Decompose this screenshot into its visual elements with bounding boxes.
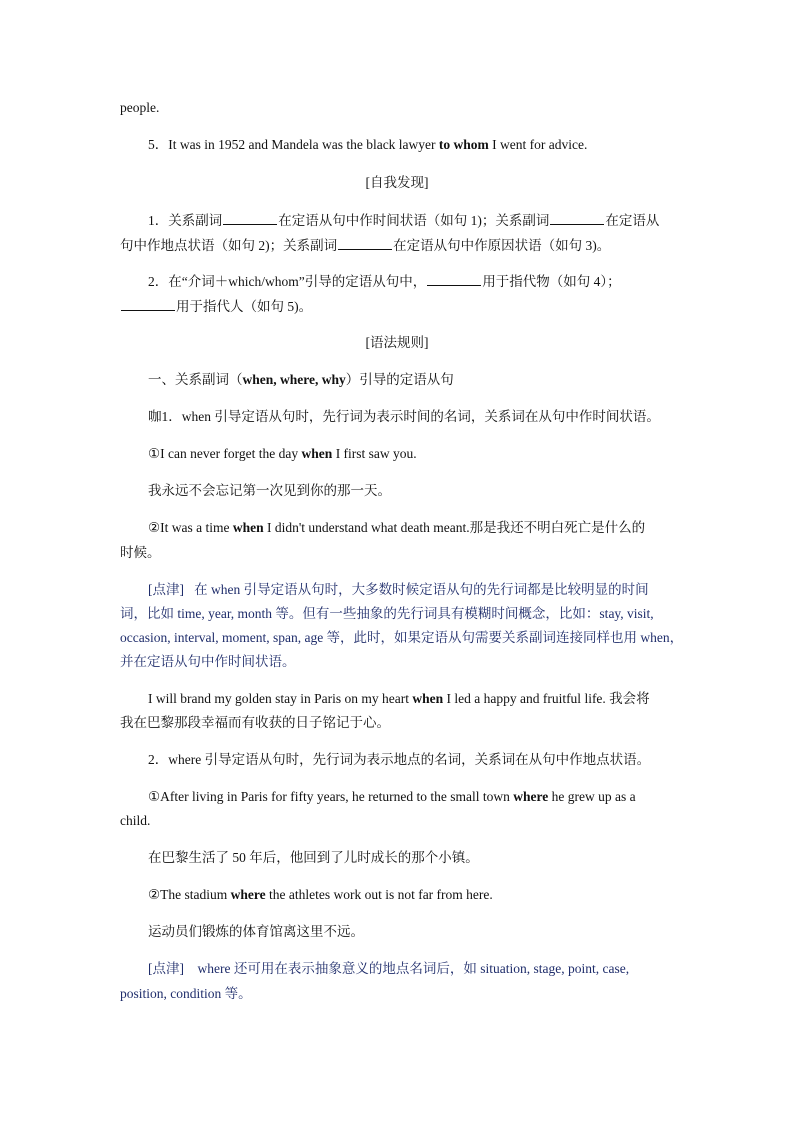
- finding-1-cont: [120, 235, 610, 256]
- text: I will brand my golden stay in Paris on my heart: [148, 691, 413, 706]
- rule-heading-1: [148, 370, 454, 390]
- text: ）引导的定语从句: [345, 372, 454, 387]
- text: 运动员们锻炼的体育馆离这里不远。: [148, 924, 364, 939]
- example-when-2: [148, 518, 645, 538]
- text: 并在定语从句中作时间状语。: [120, 654, 296, 669]
- fill-blank: [121, 296, 175, 311]
- text: 一、关系副词（: [148, 372, 243, 387]
- bold-text: when, where, why: [242, 372, 346, 387]
- text: 在定语从: [605, 213, 660, 228]
- text: he grew up as a: [548, 789, 636, 804]
- heading-text: [语法规则]: [365, 335, 429, 350]
- text: 在巴黎生活了 50 年后，他回到了儿时成长的那个小镇。: [148, 850, 479, 865]
- tip-tag: [点津]: [148, 961, 184, 976]
- tip-1-line-4: [120, 652, 296, 672]
- text: people.: [120, 100, 160, 115]
- finding-1: [148, 210, 659, 231]
- fill-blank: [223, 210, 277, 225]
- text-line: [120, 98, 159, 118]
- text: 在 when 引导定语从句时，大多数时候定语从句的先行词都是比较明显的时间: [194, 582, 649, 597]
- example-when-1: [148, 444, 417, 464]
- text: 2．where 引导定语从句时，先行词为表示地点的名词，关系词在从句中作地点状语。: [148, 752, 651, 767]
- fill-blank: [427, 271, 481, 286]
- text: I went for advice.: [488, 137, 588, 152]
- text: 2．在“介词＋which/whom”引导的定语从句中，: [148, 274, 427, 289]
- text: 用于指代物（如句 4）；: [482, 274, 621, 289]
- text: 时候。: [120, 545, 161, 560]
- text: child.: [120, 813, 151, 828]
- example-when-3-cont: [120, 713, 390, 733]
- bold-text: where: [513, 789, 549, 804]
- translation-1: [148, 481, 391, 501]
- tip-2: [148, 959, 629, 979]
- translation-where-2: [148, 922, 364, 942]
- text: I led a happy and fruitful life. 我会将: [443, 691, 650, 706]
- tip-1: [148, 580, 649, 600]
- text: 词，比如 time, year, month 等。但有一些抽象的先行词具有模糊时间概念，比如：stay, visit,: [120, 606, 654, 621]
- example-5: [148, 135, 587, 155]
- text: occasion, interval, moment, span, age 等，此时，如果定语从句需要关系副词连接同样也用 when，: [120, 630, 684, 645]
- text: ②It was a time: [148, 520, 233, 535]
- text: where 还可用在表示抽象意义的地点名词后，如 situation, stage, point, case,: [197, 961, 630, 976]
- section-heading-self-discovery: [0, 173, 794, 193]
- finding-2: [148, 271, 621, 292]
- text: 1．关系副词: [148, 213, 223, 228]
- text: ②The stadium: [148, 887, 231, 902]
- example-when-2-cont: [120, 543, 161, 563]
- text: I first saw you.: [332, 446, 417, 461]
- bold-text: where: [230, 887, 266, 902]
- bold-text: to whom: [438, 137, 489, 152]
- text: 咖1．when 引导定语从句时，先行词为表示时间的名词，关系词在从句中作时间状语。: [148, 409, 660, 424]
- text: ①I can never forget the day: [148, 446, 302, 461]
- translation-where-1: [148, 848, 479, 868]
- text: 我在巴黎那段幸福而有收获的日子铭记于心。: [120, 715, 390, 730]
- example-where-1-cont: [120, 811, 150, 831]
- text: position, condition 等。: [120, 986, 252, 1001]
- fill-blank: [338, 235, 392, 250]
- text: 5．It was in 1952 and Mandela was the black lawyer: [148, 137, 439, 152]
- rule-2: [148, 750, 650, 770]
- bold-text: when: [232, 520, 264, 535]
- tip-1-line-3: [120, 628, 683, 648]
- section-heading-grammar-rules: [0, 333, 794, 353]
- text: 我永远不会忘记第一次见到你的那一天。: [148, 483, 391, 498]
- example-where-2: [148, 885, 493, 905]
- text: I didn't understand what death meant.那是我还不明白死亡是什么的: [263, 520, 646, 535]
- text: 在定语从句中作时间状语（如句 1)；关系副词: [278, 213, 550, 228]
- heading-text: [自我发现]: [365, 175, 429, 190]
- bold-text: when: [412, 691, 444, 706]
- text: the athletes work out is not far from here.: [265, 887, 493, 902]
- tip-2-line-2: [120, 984, 252, 1004]
- text: 句中作地点状语（如句 2)；关系副词: [120, 238, 338, 253]
- bold-text: when: [301, 446, 333, 461]
- text: ①After living in Paris for fifty years, he returned to the small town: [148, 789, 514, 804]
- rule-1: [148, 407, 660, 427]
- fill-blank: [550, 210, 604, 225]
- text: 在定语从句中作原因状语（如句 3)。: [393, 238, 611, 253]
- example-when-3: [148, 689, 650, 709]
- example-where-1: [148, 787, 636, 807]
- text: 用于指代人（如句 5)。: [176, 299, 313, 314]
- tip-1-line-2: [120, 604, 654, 624]
- finding-2-cont: [120, 296, 312, 317]
- tip-tag: [点津]: [148, 582, 184, 597]
